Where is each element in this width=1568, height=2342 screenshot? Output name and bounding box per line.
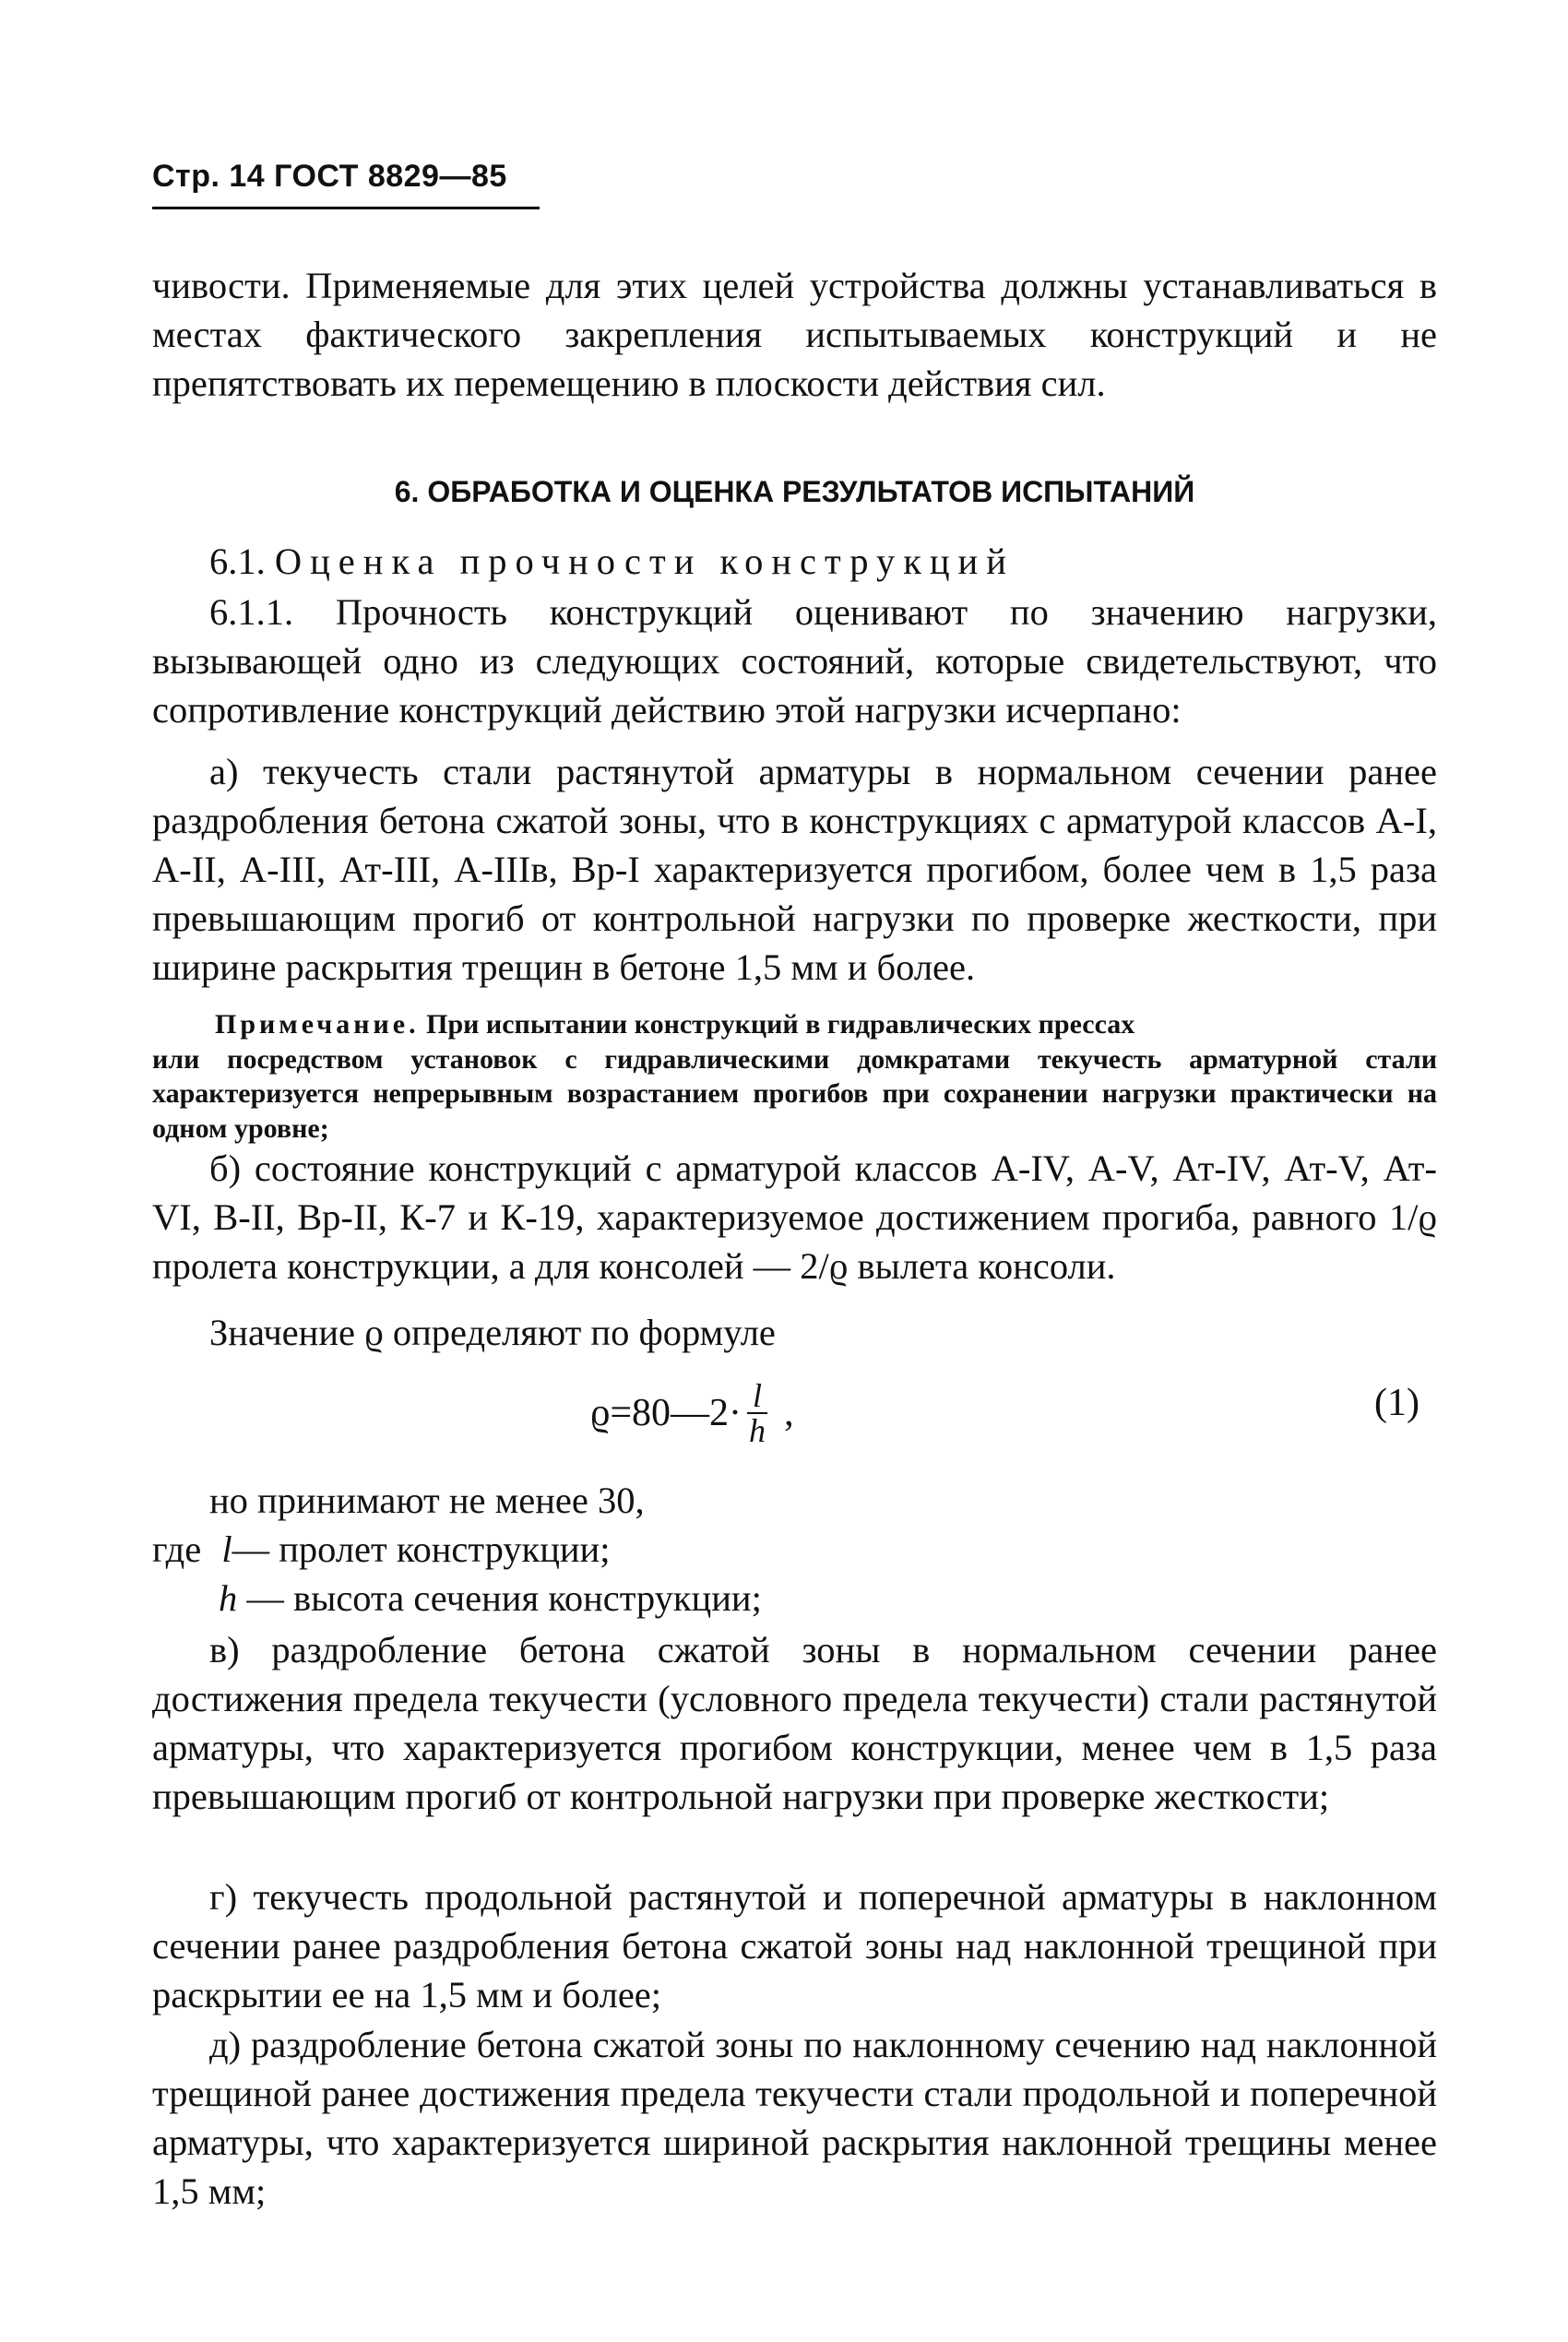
formula-number: (1) xyxy=(1374,1382,1420,1424)
section-heading: 6. ОБРАБОТКА И ОЦЕНКА РЕЗУЛЬТАТОВ ИСПЫТАНИЙ xyxy=(394,475,1195,508)
formula-fraction xyxy=(747,1379,767,1447)
intro-paragraph: чивости. Применяемые для этих целей устройства должны устанавливаться в местах фактического закрепления испытываемых конструкций и не препятствовать их перемещению в плоскости действия сил. xyxy=(152,265,1437,404)
where-h-line xyxy=(219,1576,762,1620)
clause-6-1-1: 6.1.1. Прочность конструкций оценивают по значению нагрузки, вызывающей одно из следующих состояний, которые свидетельствуют, что сопротивление конструкций действию этой нагрузки исчерпано: xyxy=(152,591,1437,731)
formula xyxy=(590,1379,794,1447)
subsection-title-text: Оценка прочности конструкций xyxy=(274,541,1015,582)
l-definition: — пролет конструкции; xyxy=(232,1528,611,1570)
header-rule xyxy=(152,207,540,209)
note-text: или посредством установок с гидравлическими домкратами текучесть арматурной стали характеризуется непрерывным возрастанием прогибов при сохранении нагрузки практически на одном уровне; xyxy=(152,1043,1437,1144)
formula-intro: Значение ϱ определяют по формуле xyxy=(209,1312,776,1353)
formula-denominator: h xyxy=(749,1412,766,1449)
formula-tail: , xyxy=(784,1392,794,1434)
subsection-number: 6.1. xyxy=(209,541,266,582)
after-formula-line: но принимают не менее 30, xyxy=(209,1480,645,1521)
item-v: в) раздробление бетона сжатой зоны в нормальном сечении ранее достижения предела текучести (условного предела текучести) стали растянутой арматуры, что характеризуется прогибом конструкции, менее чем в 1,5 раза превышающим прогиб от контрольной нагрузки при проверке жесткости; xyxy=(152,1629,1437,1817)
item-a: а) текучесть стали растянутой арматуры в нормальном сечении ранее раздробления бетона сжатой зоны, что в конструкциях с арматурой классов А-I, А-II, А-III, Ат-III, А-IIIв, Вр-I характеризуется прогибом, более чем в 1,5 раза превышающим прогиб от контрольной нагрузки по проверке жесткости, при ширине раскрытия трещин в бетоне 1,5 мм и более. xyxy=(152,751,1437,988)
h-definition: — высота сечения конструкции; xyxy=(237,1577,762,1619)
where-l-line xyxy=(152,1528,610,1571)
formula-lhs: ϱ=80—2· xyxy=(590,1392,742,1434)
formula-numerator: l xyxy=(747,1379,767,1414)
where-word: где xyxy=(152,1528,202,1570)
item-b: б) состояние конструкций с арматурой классов А-IV, А-V, Ат-IV, Ат-V, Ат-VI, В-II, Вр-II, К-7 и К-19, характеризуемое достижением прогиба, равного 1/ϱ пролета конструкции, а для консолей — 2/ϱ вылета консоли. xyxy=(152,1147,1437,1287)
l-symbol: l xyxy=(221,1528,232,1570)
item-g: г) текучесть продольной растянутой и поперечной арматуры в наклонном сечении ранее раздробления бетона сжатой зоны над наклонной трещиной при раскрытии ее на 1,5 мм и более; xyxy=(152,1876,1437,2015)
item-d: д) раздробление бетона сжатой зоны по наклонному сечению над наклонной трещиной ранее достижения предела текучести стали продольной и поперечной арматуры, что характеризуется шириной раскрытия наклонной трещины менее 1,5 мм; xyxy=(152,2024,1437,2212)
note-first-text: При испытании конструкций в гидравлических прессах xyxy=(426,1009,1135,1040)
subsection-title xyxy=(209,540,1015,583)
page-header: Стр. 14 ГОСТ 8829—85 xyxy=(152,159,507,194)
note-first-line xyxy=(215,1007,1437,1042)
h-symbol: h xyxy=(219,1577,238,1619)
note-label: Примечание. xyxy=(215,1009,420,1040)
